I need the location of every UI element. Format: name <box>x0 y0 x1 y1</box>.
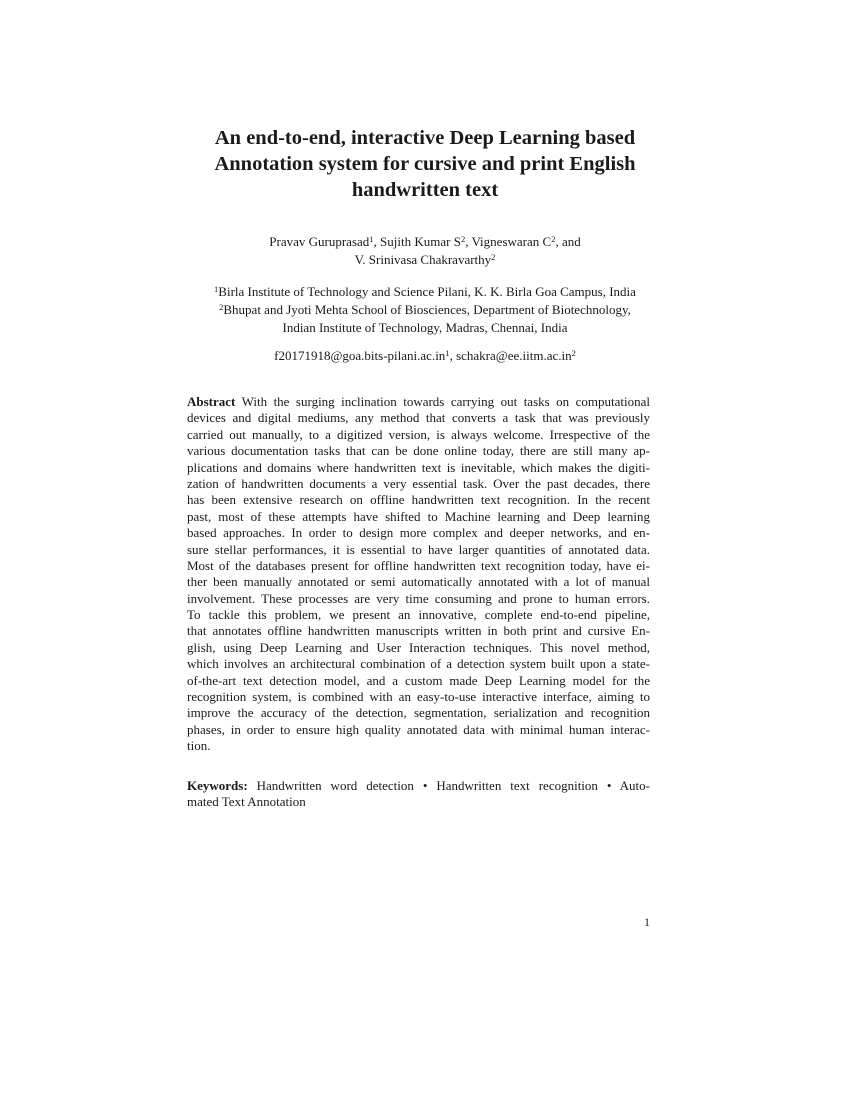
page-number: 1 <box>644 915 650 929</box>
author-list <box>150 233 700 269</box>
abstract-line <box>187 509 650 525</box>
abstract-line <box>187 607 650 623</box>
abstract-line <box>187 525 650 541</box>
abstract-line-text: various documentation tasks that can be done online today, there are still many ap- <box>187 443 650 459</box>
author-name: Vigneswaran C <box>471 234 552 249</box>
abstract-line-text: zation of handwritten documents a very essential task. Over the past decades, there <box>187 475 650 491</box>
title-line: handwritten text <box>351 179 499 201</box>
abstract-line <box>187 443 650 459</box>
abstract-line-text: which involves an architectural combination of a detection system built upon a state- <box>187 656 650 672</box>
abstract-line <box>187 427 650 443</box>
abstract-line-text: ther been manually annotated or semi automatically annotated with a lot of manual <box>187 574 650 590</box>
keywords-line-text: mated Text Annotation <box>187 794 306 810</box>
title-line: An end-to-end, interactive Deep Learning based <box>214 127 636 149</box>
abstract-line <box>187 656 650 672</box>
author-name: Sujith Kumar S <box>380 234 461 249</box>
abstract-line-text: that annotates offline handwritten manuscripts written in both print and cursive En- <box>187 623 650 639</box>
affiliation-mark: 2 <box>219 302 224 312</box>
affiliation-line <box>150 283 700 301</box>
email-address: schakra@ee.iitm.ac.in <box>456 348 572 363</box>
author-conjunction: , and <box>555 234 581 249</box>
abstract-label: Abstract <box>187 394 236 409</box>
abstract <box>187 394 650 755</box>
affiliations <box>150 283 700 337</box>
affiliation-mark: 1 <box>214 284 219 294</box>
keywords-line <box>187 778 650 794</box>
paper-title <box>150 125 700 203</box>
email-affiliation-mark: 2 <box>571 348 576 358</box>
author-name: Pravav Guruprasad <box>269 234 370 249</box>
abstract-line-text: glish, using Deep Learning and User Interaction techniques. This novel method, <box>187 639 650 655</box>
abstract-line-text: based approaches. In order to design more complex and deeper networks, and en- <box>187 525 650 541</box>
abstract-line-text: sure stellar performances, it is essential to have larger quantities of annotated data. <box>187 541 650 557</box>
author-emails: $f20171918@goa.bits-pilani.ac.in^1$, $schakra@ee.iitm.ac.in^2$ <box>274 348 576 363</box>
abstract-line <box>187 722 650 738</box>
email-address: f20171918@goa.bits-pilani.ac.in <box>274 348 446 363</box>
abstract-line <box>187 591 650 607</box>
abstract-line <box>187 689 650 705</box>
abstract-line <box>187 558 650 574</box>
email-affiliation-mark: 1 <box>445 348 450 358</box>
abstract-line <box>187 623 650 639</box>
abstract-line <box>187 640 650 656</box>
affiliation-line <box>150 301 700 319</box>
author-line <box>150 251 700 269</box>
abstract-line-text: of-the-art text detection model, and a custom made Deep Learning model for the <box>187 672 650 688</box>
affiliation-line: Indian Institute of Technology, Madras, Chennai, India <box>282 320 568 335</box>
abstract-line <box>187 394 650 410</box>
abstract-line-text: recognition system, is combined with an easy-to-use interactive interface, aiming to <box>187 689 650 705</box>
author-line: Pravav Guruprasad$^1$, Sujith Kumar $S^2$, Vigneswaran $C^2$, and <box>269 234 581 249</box>
abstract-line-text: past, most of these attempts have shifted to Machine learning and Deep learning <box>187 508 650 524</box>
keywords <box>187 778 650 811</box>
author-affiliation-mark: 2 <box>460 234 466 244</box>
abstract-line <box>187 574 650 590</box>
abstract-line-text: With the surging inclination towards carrying out tasks on computational <box>235 394 650 409</box>
abstract-line-text: devices and digital mediums, any method that converts a task that was previously <box>187 410 650 426</box>
keywords-line <box>187 794 650 810</box>
abstract-line-text: improve the accuracy of the detection, segmentation, serialization and recognition <box>187 705 650 721</box>
keywords-line-text: Handwritten word detection • Handwritten text recognition • Auto- <box>247 778 650 793</box>
abstract-line <box>187 410 650 426</box>
author-name: V. Srinivasa Chakravarthy <box>354 252 492 267</box>
abstract-line <box>187 738 650 754</box>
abstract-line <box>187 705 650 721</box>
abstract-line-text: Most of the databases present for offline handwritten text recognition today, have ei- <box>187 557 650 573</box>
title-line: Annotation system for cursive and print English <box>214 153 636 175</box>
abstract-line-text: has been extensive research on offline handwritten text recognition. In the recent <box>187 492 650 508</box>
abstract-line <box>187 492 650 508</box>
abstract-line-text: To tackle this problem, we present an innovative, complete end-to-end pipeline, <box>187 607 650 623</box>
author-affiliation-mark: 2 <box>491 252 496 262</box>
affiliation-text: Bhupat and Jyoti Mehta School of Biosciences, Department of Biotechnology, <box>223 302 631 317</box>
author-affiliation-mark: 1 <box>369 234 374 244</box>
abstract-line <box>187 673 650 689</box>
abstract-line <box>187 460 650 476</box>
author-affiliation-mark: 2 <box>551 234 556 244</box>
affiliation-text: Birla Institute of Technology and Science Pilani, K. K. Birla Goa Campus, India <box>218 284 636 299</box>
abstract-line-text: carried out manually, to a digitized version, is always welcome. Irrespective of the <box>187 426 650 442</box>
abstract-line-text: plications and domains where handwritten text is inevitable, which makes the digiti- <box>187 459 650 475</box>
abstract-line <box>187 476 650 492</box>
abstract-line <box>187 542 650 558</box>
abstract-line-text: involvement. These processes are very time consuming and prone to human errors. <box>187 590 650 606</box>
keywords-label: Keywords: <box>187 778 248 793</box>
abstract-line-text: tion. <box>187 738 211 754</box>
abstract-line-text: phases, in order to ensure high quality annotated data with minimal human interac- <box>187 721 650 737</box>
